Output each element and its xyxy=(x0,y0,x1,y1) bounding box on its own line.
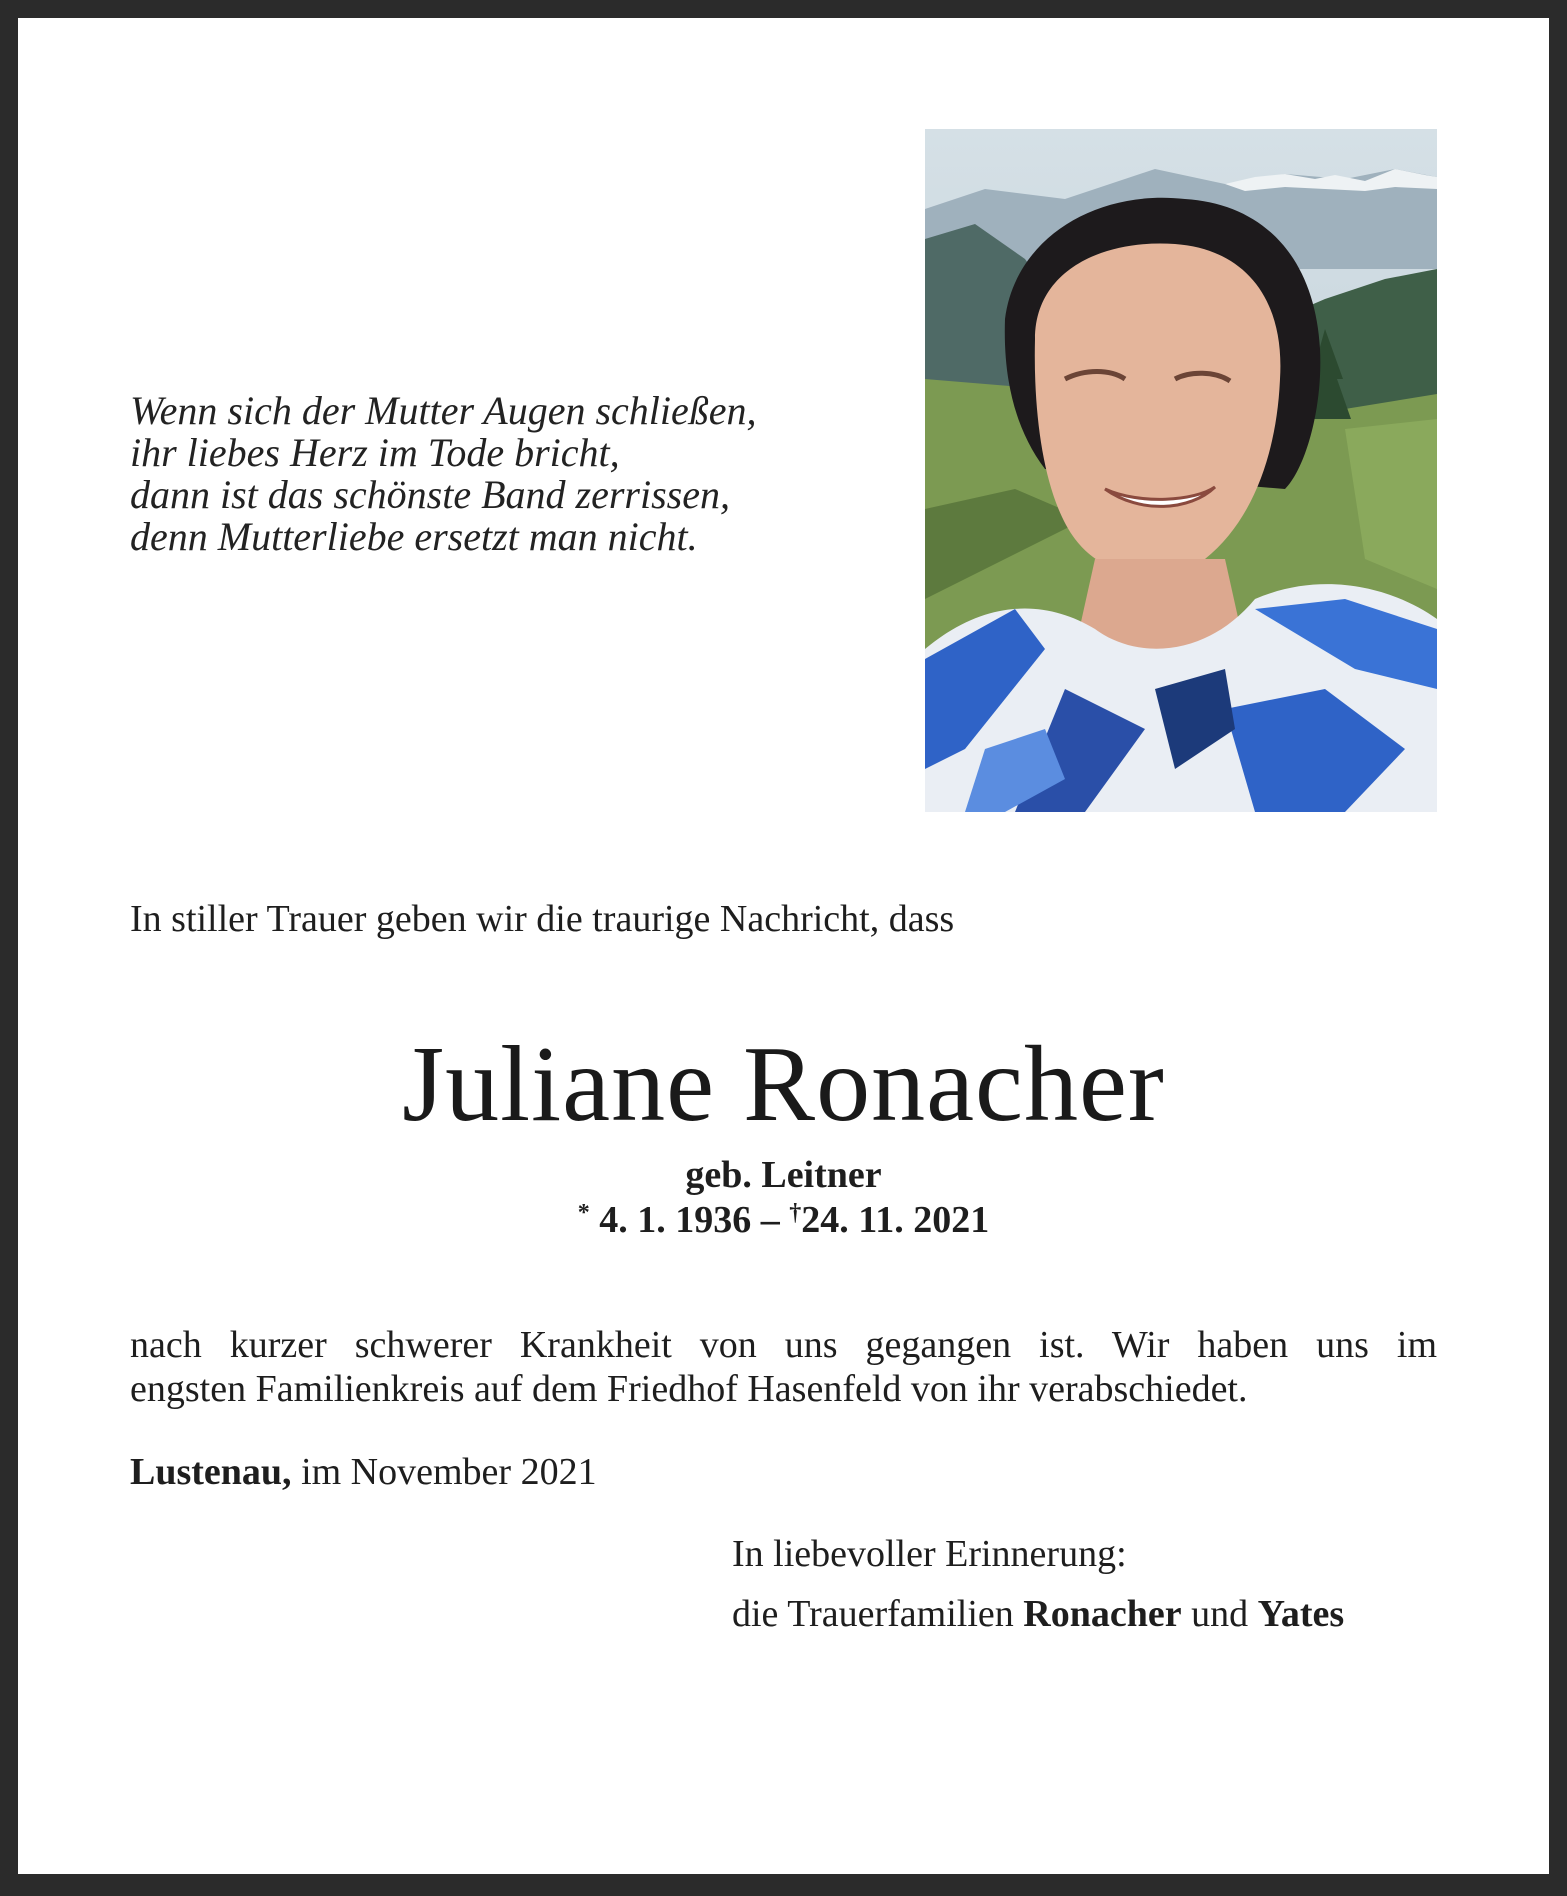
life-dates xyxy=(0,1198,1567,1242)
place-date xyxy=(130,1450,597,1494)
place-city: Lustenau, xyxy=(130,1451,292,1493)
poem-line: Wenn sich der Mutter Augen schließen, xyxy=(130,388,757,433)
families-prefix: die Trauerfamilien xyxy=(732,1593,1014,1635)
family-name-ronacher: Ronacher xyxy=(1023,1593,1182,1635)
family-name-yates: Yates xyxy=(1257,1593,1345,1635)
birth-symbol: * xyxy=(577,1200,590,1226)
poem xyxy=(130,390,810,558)
announcement-line: engsten Familienkreis auf dem Friedhof Hasenfeld von ihr verabschiedet. xyxy=(130,1368,1248,1410)
portrait-photo xyxy=(925,129,1437,812)
date-separator: – xyxy=(760,1199,780,1241)
maiden-name: geb. Leitner xyxy=(685,1154,882,1196)
signature-families xyxy=(732,1592,1344,1636)
remembrance-line: In liebevoller Erinnerung: xyxy=(732,1533,1127,1575)
announcement-line: nach kurzer schwerer Krankheit von uns gegangen ist. Wir haben uns im xyxy=(130,1324,1437,1366)
poem-line: ihr liebes Herz im Tode bricht, xyxy=(130,430,620,475)
poem-line: denn Mutterliebe ersetzt man nicht. xyxy=(130,514,698,559)
death-date: 24. 11. 2021 xyxy=(801,1199,990,1241)
portrait-photo-image xyxy=(925,129,1437,812)
place-month: im November 2021 xyxy=(301,1451,597,1493)
poem-line: dann ist das schönste Band zerrissen, xyxy=(130,472,730,517)
deceased-name: Juliane Ronacher xyxy=(402,1025,1165,1144)
announcement-text xyxy=(130,1323,1437,1411)
families-conjunction: und xyxy=(1191,1593,1249,1635)
death-symbol: † xyxy=(789,1200,802,1226)
birth-date: 4. 1. 1936 xyxy=(599,1199,752,1241)
intro-text: In stiller Trauer geben wir die traurige Nachricht, dass xyxy=(130,898,955,940)
